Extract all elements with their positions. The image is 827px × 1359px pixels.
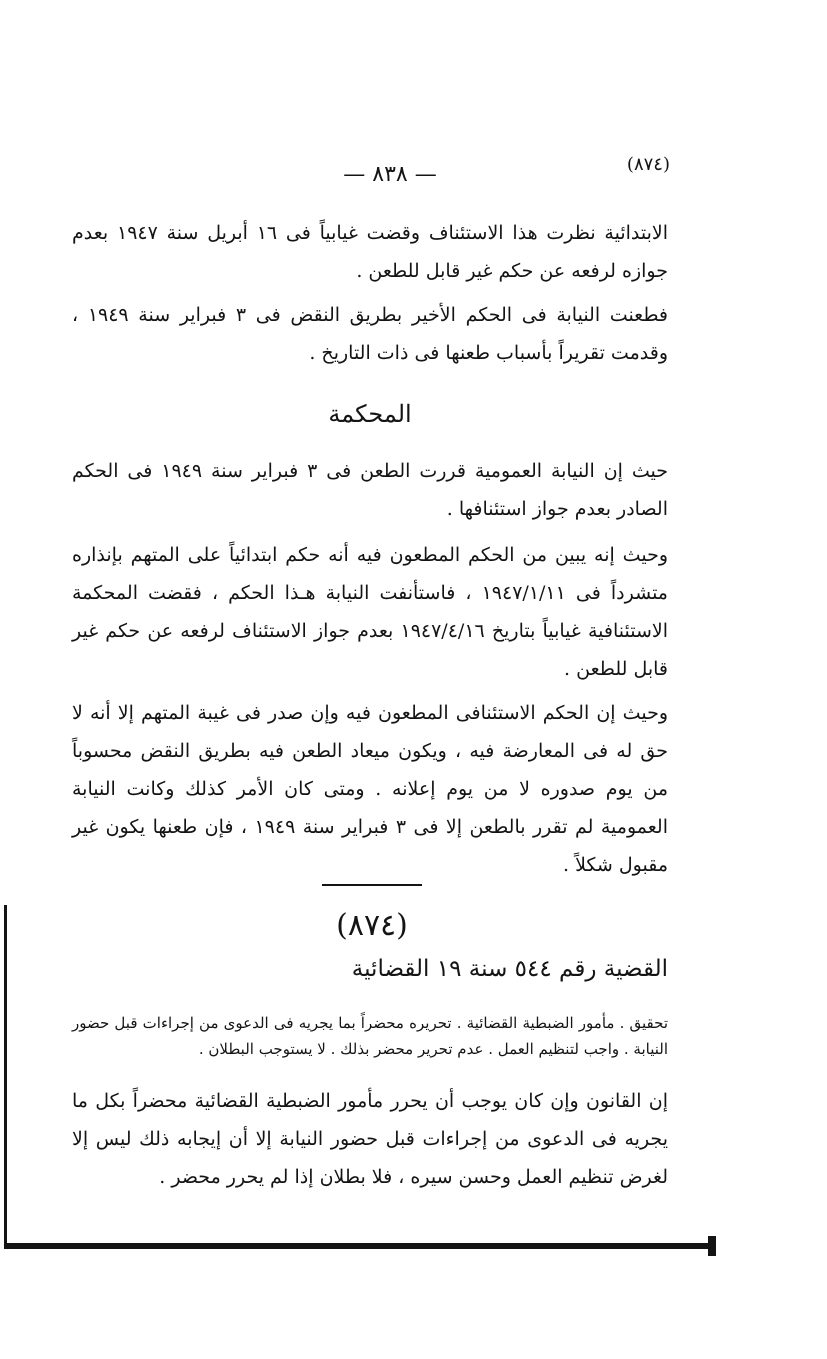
court-reasoning — [72, 452, 668, 884]
page-header — [70, 150, 670, 190]
paragraph: وحيث إن الحكم الاستئنافى المطعون فيه وإن صدر فى غيبة المتهم إلا أنه لا حق له فى المعارضة فيه ، ويكون ميعاد الطعن فيه بطريق النقض محسوباً من يوم صدوره لا من يوم إعلانه . ومتى كان الأمر كذلك وكانت النيابة العمومية لم تقرر بالطعن إلا فى ٣ فبراير سنة ١٩٤٩ ، فإن طعنها يكون غير مقبول شكلاً . — [72, 702, 668, 876]
page-number: — ٨٣٨ — — [343, 162, 437, 187]
case-title: القضية رقم ٥٤٤ سنة ١٩ القضائية — [351, 956, 668, 982]
paragraph: حيث إن النيابة العمومية قررت الطعن فى ٣ فبراير سنة ١٩٤٩ فى الحكم الصادر بعدم جواز استئنافها . — [72, 460, 668, 520]
page-frame-bottom — [4, 1243, 716, 1249]
section-divider — [322, 884, 422, 886]
court-heading: المحكمة — [328, 400, 412, 428]
paragraph: فطعنت النيابة فى الحكم الأخير بطريق النقض فى ٣ فبراير سنة ١٩٤٩ ، وقدمت تقريراً بأسباب طعنها فى ذات التاريخ . — [72, 304, 669, 364]
ruling-summary: تحقيق . مأمور الضبطية القضائية . تحريره محضراً بما يجريه فى الدعوى من إجراءات قبل حضور النيابة . واجب لتنظيم العمل . عدم تحرير محضر بذلك . لا يستوجب البطلان . — [72, 1014, 668, 1058]
paragraph: وحيث إنه يبين من الحكم المطعون فيه أنه حكم ابتدائياً على المتهم بإنذاره متشرداً فى ١٩٤٧/١/١١ ، فاستأنفت النيابة هـذا الحكم ، فقضت المحكمة الاستئنافية غيابياً بتاريخ ١٩٤٧/٤/١٦ بعدم جواز الاستئناف لرفعه عن حكم غير قابل للطعن . — [72, 544, 669, 680]
facts-paragraphs — [72, 214, 668, 372]
page-frame-left — [4, 905, 7, 1245]
paragraph: الابتدائية نظرت هذا الاستئناف وقضت غيابياً فى ١٦ أبريل سنة ١٩٤٧ بعدم جوازه لرفعه عن حكم غير قابل للطعن . — [72, 222, 669, 282]
case-reference: (٨٧٤) — [626, 154, 670, 175]
legal-principle: إن القانون وإن كان يوجب أن يحرر مأمور الضبطية القضائية محضراً بكل ما يجريه فى الدعوى من إجراءات قبل حضور النيابة إلا أن إيجابه ذلك ليس إلا لغرض تنظيم العمل وحسن سيره ، فلا بطلان إذا لم يحرر محضر . — [72, 1090, 668, 1188]
page-frame-corner — [708, 1236, 716, 1256]
ruling-number: (٨٧٤) — [336, 908, 408, 943]
